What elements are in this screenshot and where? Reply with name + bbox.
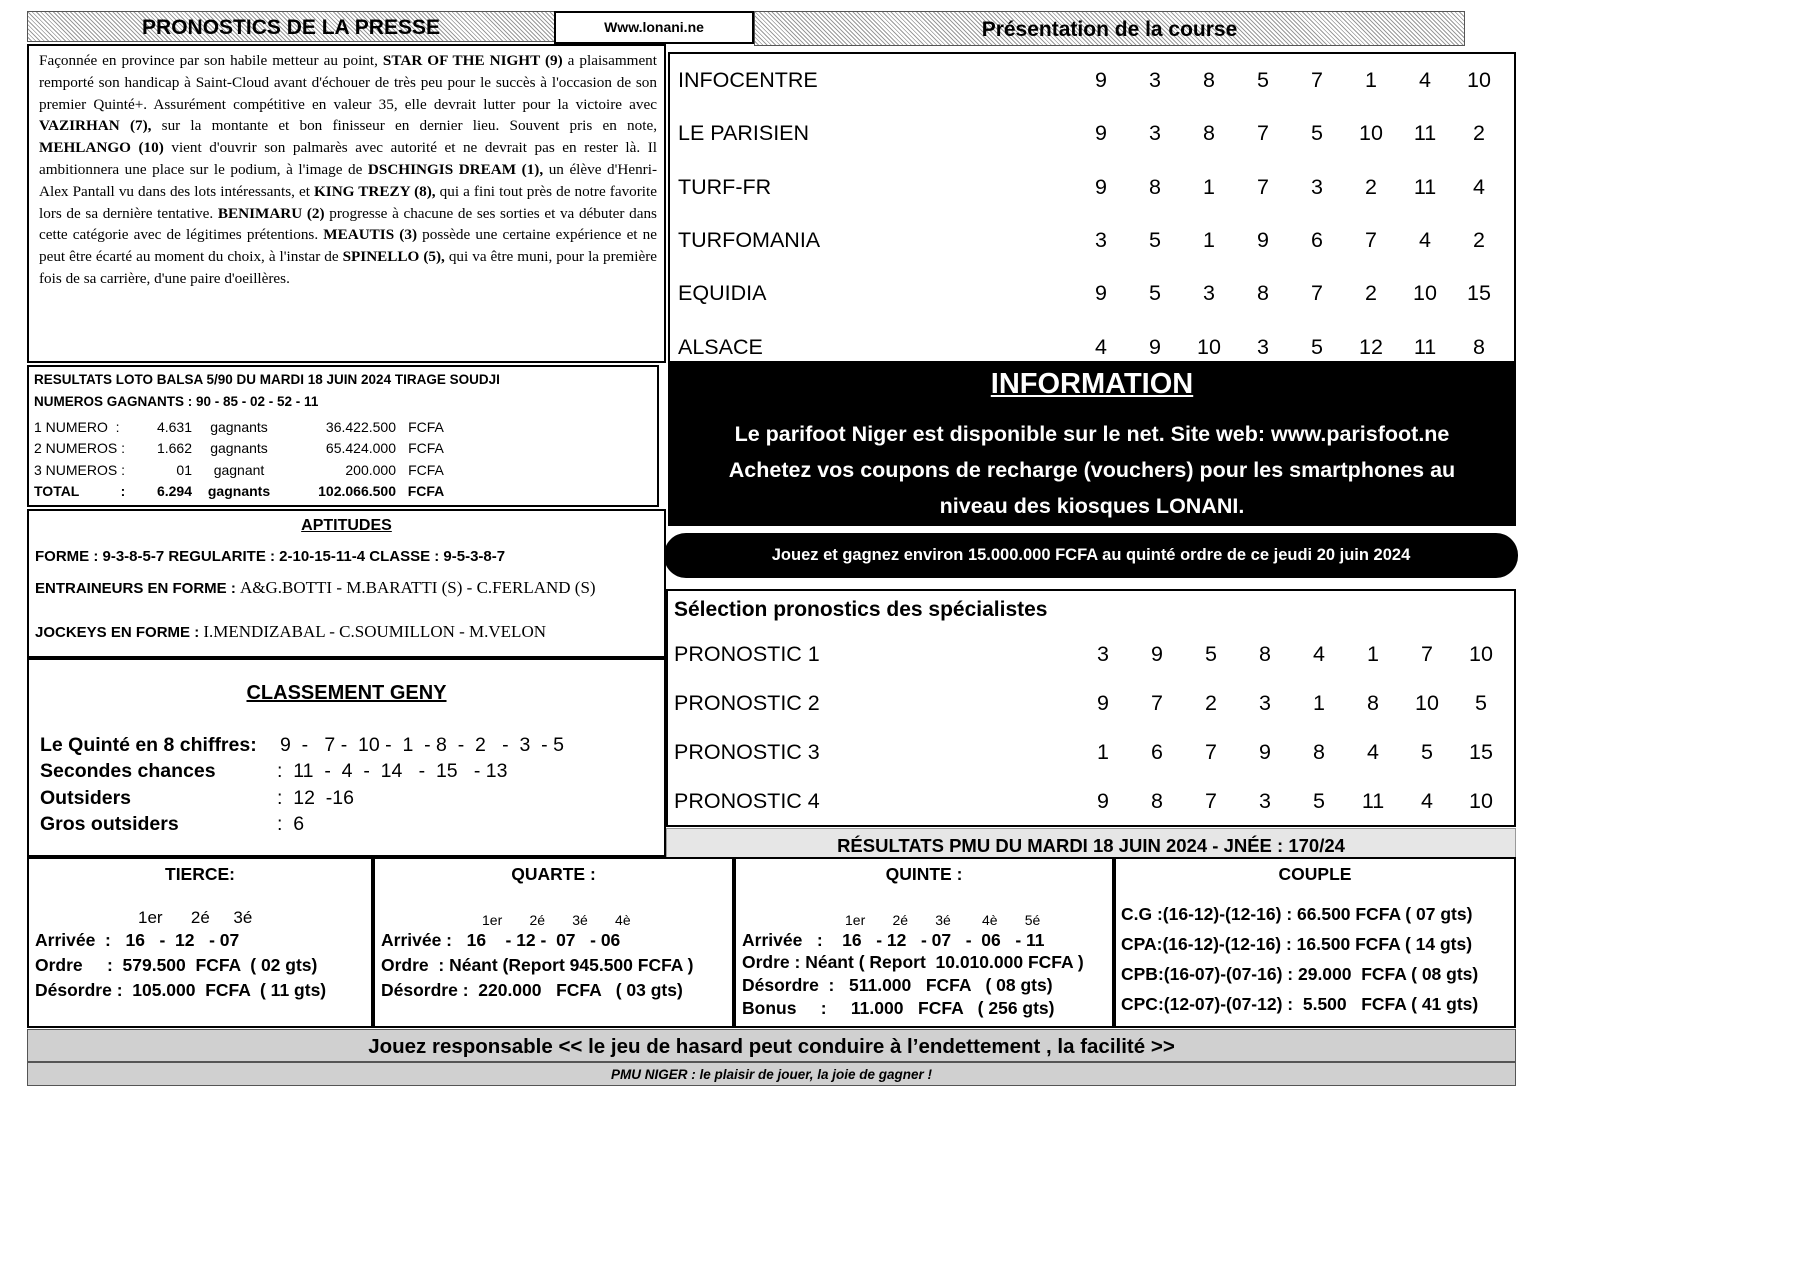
horse-name: DSCHINGIS DREAM (1), bbox=[367, 160, 544, 178]
pick-number: 9 bbox=[1259, 740, 1271, 764]
geny-row bbox=[40, 785, 653, 812]
pick-number: 5 bbox=[1475, 691, 1487, 715]
couple-box bbox=[1114, 857, 1516, 1028]
specialist-name: PRONOSTIC 3 bbox=[674, 740, 820, 764]
press-pick-numbers bbox=[1074, 175, 1506, 200]
horse-name: MEHLANGO (10) bbox=[39, 139, 164, 157]
pick-number: 7 bbox=[1311, 281, 1323, 306]
pick-number: 7 bbox=[1205, 789, 1217, 813]
press-source-name: EQUIDIA bbox=[678, 281, 767, 306]
pick-number: 4 bbox=[1313, 642, 1325, 666]
pick-number: 9 bbox=[1097, 789, 1109, 813]
specialist-row bbox=[674, 777, 1508, 826]
horse-name: STAR OF THE NIGHT (9) bbox=[382, 52, 563, 69]
press-pick-numbers bbox=[1074, 228, 1506, 253]
race-header bbox=[754, 11, 1465, 46]
pick-number: 2 bbox=[1473, 228, 1485, 253]
pick-number: 8 bbox=[1203, 68, 1215, 93]
pick-number: 4 bbox=[1095, 334, 1107, 359]
pick-number: 9 bbox=[1257, 228, 1269, 253]
pick-number: 6 bbox=[1311, 228, 1323, 253]
loto-cell: FCFA bbox=[408, 461, 444, 478]
quinte-bonus: Bonus : 11.000 FCFA ( 256 gts) bbox=[742, 998, 1055, 1018]
pick-number: 11 bbox=[1413, 174, 1437, 199]
loto-cell: gagnant bbox=[213, 461, 265, 478]
pick-number: 5 bbox=[1311, 121, 1323, 146]
loto-title: RESULTATS LOTO BALSA 5/90 DU MARDI 18 JUIN 2024 TIRAGE SOUDJI bbox=[34, 372, 500, 387]
aptitudes-forme: FORME : 9-3-8-5-7 REGULARITE : 2-10-15-11-4 CLASSE : 9-5-3-8-7 bbox=[35, 548, 506, 565]
pick-number: 1 bbox=[1203, 174, 1215, 199]
pick-number: 3 bbox=[1149, 121, 1161, 146]
pick-number: 4 bbox=[1473, 174, 1485, 199]
pick-number: 1 bbox=[1097, 740, 1109, 764]
pick-number: 5 bbox=[1257, 68, 1269, 93]
loto-total-cell: TOTAL bbox=[34, 483, 80, 500]
loto-cell: 200.000 bbox=[345, 461, 396, 478]
pick-number: 7 bbox=[1421, 642, 1433, 666]
loto-total-cell: 102.066.500 bbox=[318, 483, 396, 500]
geny-label: Outsiders bbox=[40, 786, 132, 809]
pick-number: 8 bbox=[1149, 174, 1161, 199]
quinte-box bbox=[734, 857, 1114, 1028]
loto-cell: 65.424.000 bbox=[325, 440, 396, 457]
jackpot-banner-text: Jouez et gagnez environ 15.000.000 FCFA au quinté ordre de ce jeudi 20 juin 2024 bbox=[771, 546, 1411, 564]
article-text: qui a fini tout près de notre favorite lors de sa dernière tentative. bbox=[39, 182, 657, 222]
loto-cell: FCFA bbox=[408, 440, 444, 457]
geny-value: 9 - 7 - 10 - 1 - 8 - 2 - 3 - 5 bbox=[280, 733, 564, 756]
pick-number: 5 bbox=[1311, 334, 1323, 359]
geny-value: : 12 -16 bbox=[277, 786, 354, 809]
pick-number: 4 bbox=[1367, 740, 1379, 764]
loto-row bbox=[34, 416, 657, 438]
specialists-rows bbox=[674, 630, 1508, 826]
loto-cell: 1 NUMERO : bbox=[34, 418, 120, 435]
pick-number: 2 bbox=[1365, 281, 1377, 306]
tierce-box bbox=[27, 857, 373, 1028]
pick-number: 10 bbox=[1197, 334, 1221, 359]
pick-number: 8 bbox=[1313, 740, 1325, 764]
information-line: Achetez vos coupons de recharge (vouchers) pour les smartphones au bbox=[728, 458, 1456, 482]
loto-row bbox=[34, 459, 657, 481]
pick-number: 10 bbox=[1469, 789, 1493, 813]
loto-cell: gagnants bbox=[210, 418, 268, 435]
pick-number: 7 bbox=[1205, 740, 1217, 764]
press-pick-row bbox=[678, 54, 1506, 107]
pick-number: 10 bbox=[1359, 121, 1383, 146]
article-text: possède une certaine expérience et ne peut être écarté au moment du choix, à l'instar de bbox=[39, 226, 658, 266]
press-article bbox=[27, 44, 666, 363]
couple-title: COUPLE bbox=[1278, 864, 1352, 884]
pick-number: 3 bbox=[1259, 691, 1271, 715]
pick-number: 1 bbox=[1365, 68, 1377, 93]
pick-number: 12 bbox=[1359, 334, 1383, 359]
pick-number: 8 bbox=[1257, 281, 1269, 306]
press-pick-row bbox=[678, 267, 1506, 320]
geny-label: Le Quinté en 8 chiffres: bbox=[40, 733, 257, 756]
pick-number: 4 bbox=[1419, 228, 1431, 253]
specialist-numbers bbox=[1076, 642, 1508, 667]
specialist-name: PRONOSTIC 2 bbox=[674, 691, 820, 715]
pick-number: 9 bbox=[1151, 642, 1163, 666]
pick-number: 6 bbox=[1151, 740, 1163, 764]
loto-cell: 1.662 bbox=[156, 440, 192, 457]
jackpot-banner bbox=[664, 533, 1518, 578]
pick-number: 1 bbox=[1203, 228, 1215, 253]
entraineurs-label: ENTRAINEURS EN FORME : bbox=[35, 580, 241, 597]
press-picks-table bbox=[668, 52, 1516, 363]
press-pick-numbers bbox=[1074, 121, 1506, 146]
pick-number: 8 bbox=[1473, 334, 1485, 359]
tierce-places: 1er 2é 3é bbox=[138, 908, 253, 927]
loto-total-cell: gagnants bbox=[207, 483, 271, 500]
press-pick-numbers bbox=[1074, 68, 1506, 93]
tierce-title: TIERCE: bbox=[165, 864, 235, 884]
pick-number: 9 bbox=[1095, 281, 1107, 306]
loto-winning-numbers: NUMEROS GAGNANTS : 90 - 85 - 02 - 52 - 11 bbox=[34, 394, 319, 409]
loto-row bbox=[34, 438, 657, 460]
press-pick-numbers bbox=[1074, 281, 1506, 306]
couple-row: CPB:(16-07)-(07-16) : 29.000 FCFA ( 08 gts) bbox=[1121, 964, 1479, 984]
specialists-title: Sélection pronostics des spécialistes bbox=[674, 598, 1048, 621]
pick-number: 9 bbox=[1095, 121, 1107, 146]
press-source-name: ALSACE bbox=[678, 334, 763, 359]
specialists-panel bbox=[666, 589, 1516, 827]
results-band bbox=[666, 828, 1516, 858]
pick-number: 8 bbox=[1203, 121, 1215, 146]
pick-number: 5 bbox=[1313, 789, 1325, 813]
couple-row: CPC:(12-07)-(07-12) : 5.500 FCFA ( 41 gts) bbox=[1121, 994, 1479, 1014]
footer-band bbox=[27, 1029, 1516, 1062]
article-text: un élève d'Henri-Alex Pantall vu dans des lots intéressants, et bbox=[39, 160, 657, 200]
press-source-name: TURF-FR bbox=[678, 174, 772, 199]
quarte-places: 1er 2é 3é 4è bbox=[482, 912, 631, 928]
specialist-row bbox=[674, 630, 1508, 679]
pick-number: 3 bbox=[1203, 281, 1215, 306]
geny-label: Gros outsiders bbox=[40, 813, 179, 836]
specialist-numbers bbox=[1076, 740, 1508, 765]
loto-total-cell: : bbox=[120, 483, 126, 500]
information-title: INFORMATION bbox=[990, 368, 1194, 400]
press-source-name: INFOCENTRE bbox=[678, 68, 818, 93]
pick-number: 10 bbox=[1469, 642, 1493, 666]
footer-sub-text: PMU NIGER : le plaisir de jouer, la joie de gagner ! bbox=[610, 1067, 933, 1082]
couple-row: CPA:(16-12)-(12-16) : 16.500 FCFA ( 14 gts) bbox=[1121, 934, 1473, 954]
horse-name: BENIMARU (2) bbox=[217, 204, 325, 222]
pick-number: 10 bbox=[1467, 68, 1491, 93]
pick-number: 9 bbox=[1095, 68, 1107, 93]
pick-number: 2 bbox=[1473, 121, 1485, 146]
pick-number: 10 bbox=[1415, 691, 1439, 715]
pick-number: 10 bbox=[1413, 281, 1437, 306]
pick-number: 1 bbox=[1367, 642, 1379, 666]
couple-row: C.G :(16-12)-(12-16) : 66.500 FCFA ( 07 gts) bbox=[1121, 904, 1473, 924]
pick-number: 1 bbox=[1313, 691, 1325, 715]
specialist-row bbox=[674, 679, 1508, 728]
geny-rows bbox=[40, 732, 653, 838]
geny-value: : 11 - 4 - 14 - 15 - 13 bbox=[277, 760, 508, 783]
specialist-name: PRONOSTIC 4 bbox=[674, 789, 820, 813]
press-picks-rows bbox=[678, 54, 1506, 374]
quarte-ordre: Ordre : Néant (Report 945.500 FCFA ) bbox=[381, 955, 694, 975]
quinte-arrivee: Arrivée : 16 - 12 - 07 - 06 - 11 bbox=[742, 930, 1045, 950]
loto-rows bbox=[34, 416, 657, 502]
pick-number: 7 bbox=[1311, 68, 1323, 93]
pick-number: 3 bbox=[1257, 334, 1269, 359]
jockeys-label: JOCKEYS EN FORME : bbox=[35, 624, 204, 641]
loto-results bbox=[27, 365, 659, 507]
pick-number: 2 bbox=[1365, 174, 1377, 199]
horse-name: KING TREZY (8), bbox=[313, 182, 436, 200]
aptitudes-panel bbox=[27, 509, 666, 658]
geny-label: Secondes chances bbox=[40, 760, 216, 783]
loto-cell: 3 NUMEROS : bbox=[34, 461, 126, 478]
tierce-desordre: Désordre : 105.000 FCFA ( 11 gts) bbox=[35, 980, 327, 1000]
geny-value: : 6 bbox=[277, 813, 305, 836]
specialist-numbers bbox=[1076, 789, 1508, 814]
pick-number: 9 bbox=[1149, 334, 1161, 359]
aptitudes-title: APTITUDES bbox=[301, 517, 392, 534]
geny-row bbox=[40, 759, 653, 786]
couple-rows bbox=[1121, 904, 1509, 1024]
tierce-ordre: Ordre : 579.500 FCFA ( 02 gts) bbox=[35, 955, 318, 975]
site-text: Www.lonani.ne bbox=[604, 19, 704, 35]
article-text: progresse à chacune de ses sorties et va débuter dans cette catégorie avec de légitimes prétentions. bbox=[39, 204, 657, 244]
pick-number: 8 bbox=[1367, 691, 1379, 715]
quinte-ordre: Ordre : Néant ( Report 10.010.000 FCFA ) bbox=[742, 952, 1084, 972]
press-pick-row bbox=[678, 214, 1506, 267]
information-line: Le parifoot Niger est disponible sur le net. Site web: www.parisfoot.ne bbox=[734, 422, 1450, 446]
pick-number: 3 bbox=[1311, 174, 1323, 199]
pick-number: 3 bbox=[1259, 789, 1271, 813]
pick-number: 9 bbox=[1097, 691, 1109, 715]
article-text: Façonnée en province par son habile metteur au point, bbox=[39, 52, 383, 69]
loto-cell: 4.631 bbox=[156, 418, 192, 435]
geny-title: CLASSEMENT GENY bbox=[246, 682, 447, 704]
quarte-box bbox=[373, 857, 734, 1028]
footer-main-text: Jouez responsable << le jeu de hasard peut conduire à l’endettement , la facilité >> bbox=[368, 1035, 1175, 1058]
information-panel bbox=[668, 362, 1516, 526]
horse-name: MEAUTIS (3) bbox=[323, 226, 418, 244]
aptitudes-jockeys bbox=[35, 622, 658, 642]
race-header-title: Présentation de la course bbox=[981, 18, 1238, 41]
pick-number: 9 bbox=[1095, 174, 1107, 199]
results-title: RÉSULTATS PMU DU MARDI 18 JUIN 2024 - JNÉE : 170/24 bbox=[837, 835, 1345, 856]
pick-number: 5 bbox=[1149, 281, 1161, 306]
pick-number: 7 bbox=[1257, 174, 1269, 199]
pick-number: 7 bbox=[1257, 121, 1269, 146]
article-text: vient d'ouvrir son palmarès avec autorité et ne devrait pas en rester là. Il ambitionnera une place sur le podium, à l'image de bbox=[39, 139, 657, 178]
loto-cell: 36.422.500 bbox=[325, 418, 396, 435]
pick-number: 2 bbox=[1205, 691, 1217, 715]
site-label[interactable] bbox=[554, 11, 754, 44]
quarte-title: QUARTE : bbox=[511, 864, 596, 884]
pick-number: 11 bbox=[1413, 121, 1437, 146]
loto-cell: 01 bbox=[176, 461, 192, 478]
pick-number: 8 bbox=[1259, 642, 1271, 666]
pick-number: 7 bbox=[1151, 691, 1163, 715]
press-pick-row bbox=[678, 107, 1506, 160]
horse-name: VAZIRHAN (7), bbox=[39, 117, 152, 135]
pick-number: 15 bbox=[1469, 740, 1493, 764]
specialist-row bbox=[674, 728, 1508, 777]
pick-number: 5 bbox=[1205, 642, 1217, 666]
jockeys-value: I.MENDIZABAL - C.SOUMILLON - M.VELON bbox=[203, 622, 546, 641]
geny-row bbox=[40, 732, 653, 759]
quinte-title: QUINTE : bbox=[885, 864, 963, 884]
specialist-name: PRONOSTIC 1 bbox=[674, 642, 820, 666]
press-header bbox=[27, 11, 555, 42]
loto-cell: FCFA bbox=[408, 418, 444, 435]
pick-number: 5 bbox=[1149, 228, 1161, 253]
pick-number: 3 bbox=[1097, 642, 1109, 666]
loto-total-row bbox=[34, 481, 657, 503]
specialist-numbers bbox=[1076, 691, 1508, 716]
loto-total-cell: FCFA bbox=[407, 483, 445, 500]
press-pick-numbers bbox=[1074, 335, 1506, 360]
entraineurs-value: A&G.BOTTI - M.BARATTI (S) - C.FERLAND (S) bbox=[240, 578, 596, 597]
pick-number: 4 bbox=[1421, 789, 1433, 813]
quinte-desordre: Désordre : 511.000 FCFA ( 08 gts) bbox=[742, 975, 1053, 995]
tierce-arrivee: Arrivée : 16 - 12 - 07 bbox=[35, 930, 240, 950]
geny-row bbox=[40, 812, 653, 839]
horse-name: SPINELLO (5), bbox=[342, 248, 445, 266]
geny-panel bbox=[27, 658, 666, 857]
loto-cell: gagnants bbox=[210, 440, 268, 457]
pick-number: 11 bbox=[1413, 334, 1437, 359]
footer-sub-band bbox=[27, 1062, 1516, 1086]
pick-number: 11 bbox=[1361, 789, 1385, 813]
loto-total-cell: 6.294 bbox=[156, 483, 192, 500]
pick-number: 3 bbox=[1095, 228, 1107, 253]
loto-cell: 2 NUMEROS : bbox=[34, 440, 126, 457]
quarte-arrivee: Arrivée : 16 - 12 - 07 - 06 bbox=[381, 930, 621, 950]
aptitudes-entraineurs bbox=[35, 578, 658, 598]
article-text: sur la montante et bon finisseur en dernier lieu. Souvent pris en note, bbox=[151, 117, 657, 135]
press-source-name: TURFOMANIA bbox=[678, 228, 821, 253]
pick-number: 7 bbox=[1365, 228, 1377, 253]
pick-number: 15 bbox=[1467, 281, 1491, 306]
pick-number: 4 bbox=[1419, 68, 1431, 93]
information-line: niveau des kiosques LONANI. bbox=[939, 494, 1245, 518]
pick-number: 5 bbox=[1421, 740, 1433, 764]
press-source-name: LE PARISIEN bbox=[678, 121, 810, 146]
article-text: qui va être muni, pour la première fois de sa carrière, d'une paire d'oeillères. bbox=[39, 248, 657, 287]
pick-number: 8 bbox=[1151, 789, 1163, 813]
press-pick-row bbox=[678, 161, 1506, 214]
article-text: a plaisamment remporté son handicap à Saint-Cloud avant d'échouer de très peu pour le succès à l'occasion de son premier Quinté+. Assurément compétitive en valeur 35, elle devrait lutter pour la victoire avec bbox=[39, 52, 658, 113]
quinte-places: 1er 2é 3é 4è 5é bbox=[845, 912, 1041, 928]
pick-number: 3 bbox=[1149, 68, 1161, 93]
quarte-desordre: Désordre : 220.000 FCFA ( 03 gts) bbox=[381, 980, 683, 1000]
press-header-title: PRONOSTICS DE LA PRESSE bbox=[142, 16, 440, 39]
